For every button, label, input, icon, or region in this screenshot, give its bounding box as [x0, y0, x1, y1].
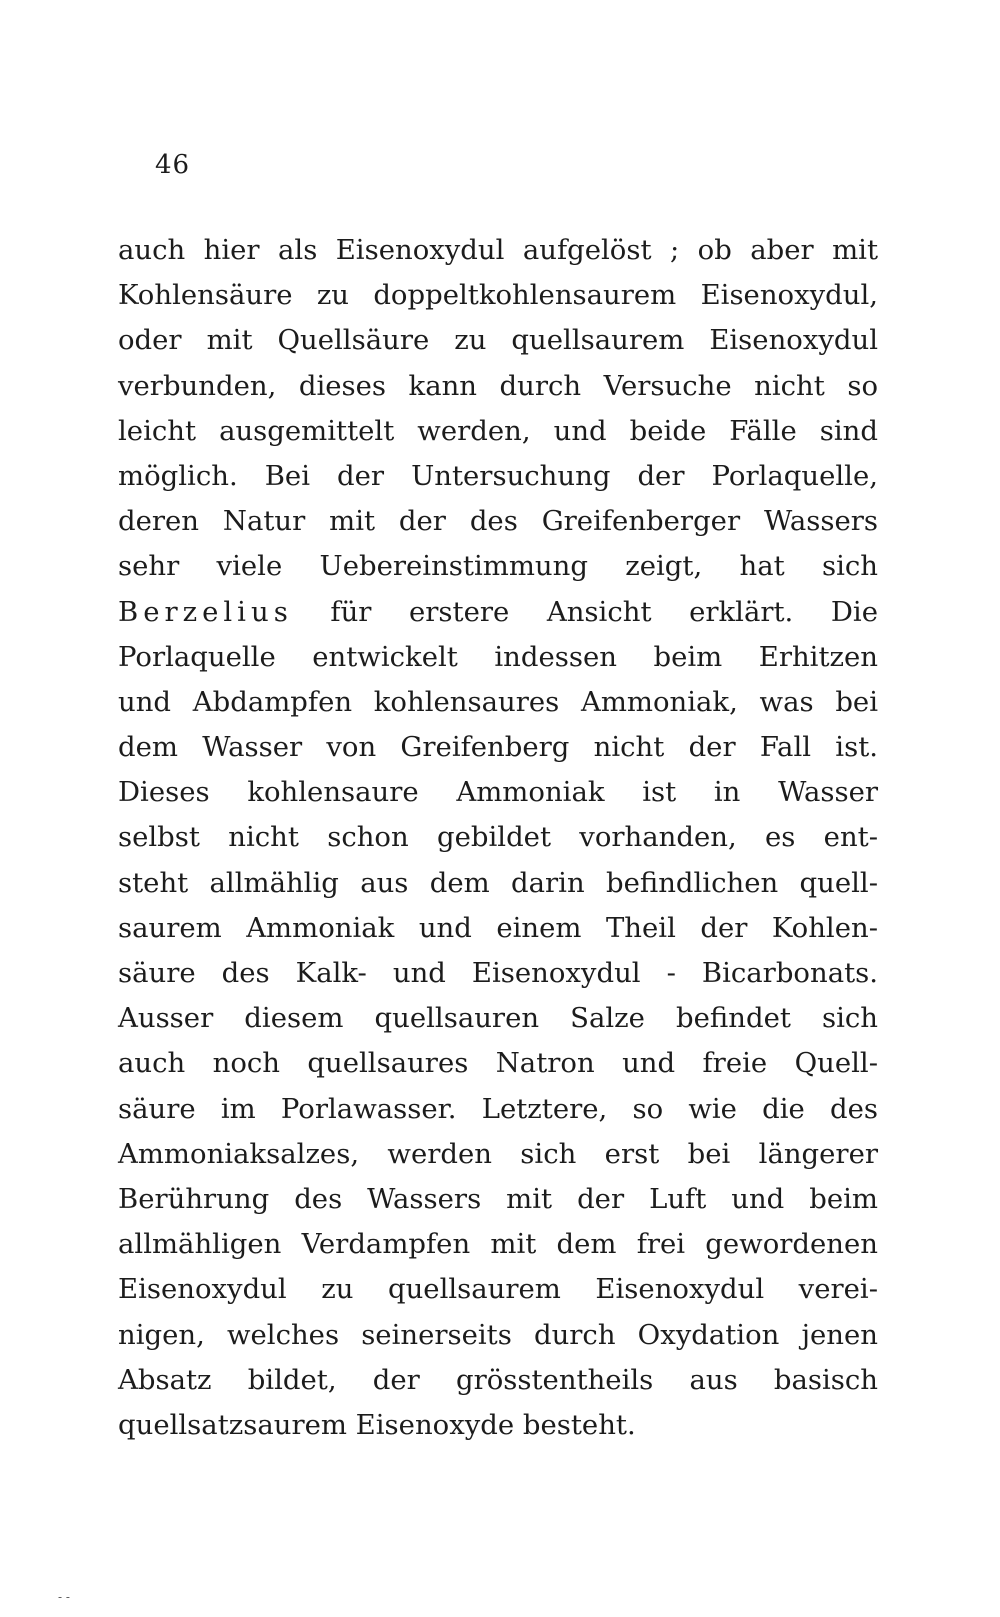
text-line: säure des Kalk- und Eisenoxydul - Bicarbonats.: [118, 957, 878, 989]
author-name-spaced: Berzelius: [118, 595, 293, 628]
text-line-with-name: [118, 590, 878, 635]
text-line: sehr viele Uebereinstimmung zeigt, hat sich: [118, 550, 878, 583]
text-line: dem Wasser von Greifenberg nicht der Fall ist.: [118, 731, 878, 764]
text-line: Eisenoxydul zu quellsaurem Eisenoxydul verei-: [118, 1273, 878, 1306]
body-text: [118, 228, 878, 1448]
text-line: Ausser diesem quellsauren Salze befindet sich: [118, 1002, 878, 1035]
text-line: Berührung des Wassers mit der Luft und beim: [118, 1182, 878, 1215]
text-line: deren Natur mit der des Greifenberger Wassers: [118, 505, 878, 538]
text-line: Dieses kohlensaure Ammoniak ist in Wasser: [118, 776, 878, 809]
text-line: Ammoniaksalzes, werden sich erst bei längerer: [118, 1137, 878, 1170]
text-line-remainder: für erstere Ansicht erklärt. Die: [330, 595, 878, 628]
text-line: auch noch quellsaures Natron und freie Quell-: [118, 1047, 878, 1080]
text-line: leicht ausgemittelt werden, und beide Fälle sind: [118, 414, 878, 447]
text-line: oder mit Quellsäure zu quellsaurem Eisenoxydul: [118, 324, 878, 357]
text-line: saurem Ammoniak und einem Theil der Kohlen-: [118, 911, 878, 944]
text-line: nigen, welches seinerseits durch Oxydation jenen: [118, 1318, 878, 1351]
text-line: Porlaquelle entwickelt indessen beim Erhitzen: [118, 640, 878, 673]
footer-marks: - -: [58, 1590, 70, 1604]
text-line: möglich. Bei der Untersuchung der Porlaquelle,: [118, 459, 878, 492]
text-line: steht allmählig aus dem darin befindlichen quell-: [118, 866, 878, 899]
text-line: Absatz bildet, der grösstentheils aus basisch: [118, 1363, 878, 1396]
text-line: auch hier als Eisenoxydul aufgelöst ; ob aber mit: [118, 234, 878, 266]
page-number: 46: [155, 150, 191, 180]
text-line: allmähligen Verdampfen mit dem frei gewordenen: [118, 1228, 878, 1261]
text-line: Kohlensäure zu doppeltkohlensaurem Eisenoxydul,: [118, 279, 878, 312]
text-line-last: quellsatzsaurem Eisenoxyde besteht.: [118, 1408, 636, 1441]
text-line: verbunden, dieses kann durch Versuche nicht so: [118, 369, 878, 402]
text-line: und Abdampfen kohlensaures Ammoniak, was bei: [118, 685, 878, 718]
text-line: selbst nicht schon gebildet vorhanden, es ent-: [118, 821, 878, 854]
text-line: säure im Porlawasser. Letztere, so wie die des: [118, 1092, 878, 1125]
